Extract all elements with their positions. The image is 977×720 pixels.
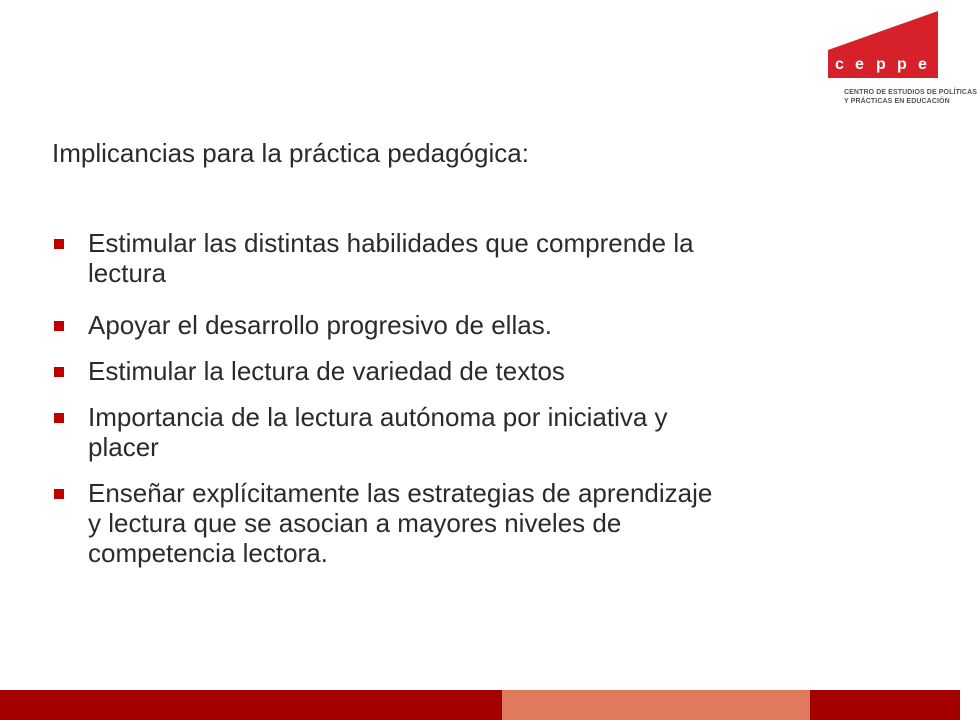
logo-letter-p: p <box>876 56 886 73</box>
bullet-line: y lectura que se asocian a mayores niveles de <box>88 508 622 538</box>
logo-subtitle-line-2: Y PRÁCTICAS EN EDUCACIÓN <box>844 98 950 105</box>
footer-segment-dark <box>810 690 960 720</box>
footer-segment-dark <box>0 690 502 720</box>
bullet-line: Enseñar explícitamente las estrategias de aprendizaje <box>88 478 713 508</box>
bullet-line: Apoyar el desarrollo progresivo de ellas. <box>88 310 552 340</box>
slide-heading: Implicancias para la práctica pedagógica: <box>52 138 529 168</box>
logo-letter-c: c <box>835 56 844 73</box>
bullet-line: placer <box>88 432 159 462</box>
bullet-line: competencia lectora. <box>88 538 328 568</box>
bullet-line: Estimular las distintas habilidades que comprende la <box>88 228 694 258</box>
bullet-line: Estimular la lectura de variedad de textos <box>88 356 565 386</box>
footer-segment-light <box>502 690 810 720</box>
bullet-square-icon <box>54 239 64 249</box>
bullet-item <box>52 356 902 386</box>
bullet-square-icon <box>54 321 64 331</box>
bullet-list <box>52 228 902 568</box>
bullet-line: Importancia de la lectura autónoma por iniciativa y <box>88 402 668 432</box>
bullet-square-icon <box>54 367 64 377</box>
bullet-item <box>52 310 902 340</box>
bullet-item <box>52 228 902 288</box>
logo-letter-e: e <box>855 56 864 73</box>
bullet-item <box>52 402 902 462</box>
bullet-line: lectura <box>88 258 167 288</box>
cepppe-logo <box>826 8 977 112</box>
bullet-square-icon <box>54 413 64 423</box>
logo-letter-e: e <box>918 56 927 73</box>
logo-subtitle <box>844 88 977 106</box>
logo-subtitle-line-1: CENTRO DE ESTUDIOS DE POLÍTICAS <box>844 89 977 96</box>
bullet-item <box>52 478 902 568</box>
logo-letter-p: p <box>897 56 907 73</box>
logo-mark <box>826 8 960 88</box>
bullet-square-icon <box>54 489 64 499</box>
footer-bar <box>0 690 960 720</box>
